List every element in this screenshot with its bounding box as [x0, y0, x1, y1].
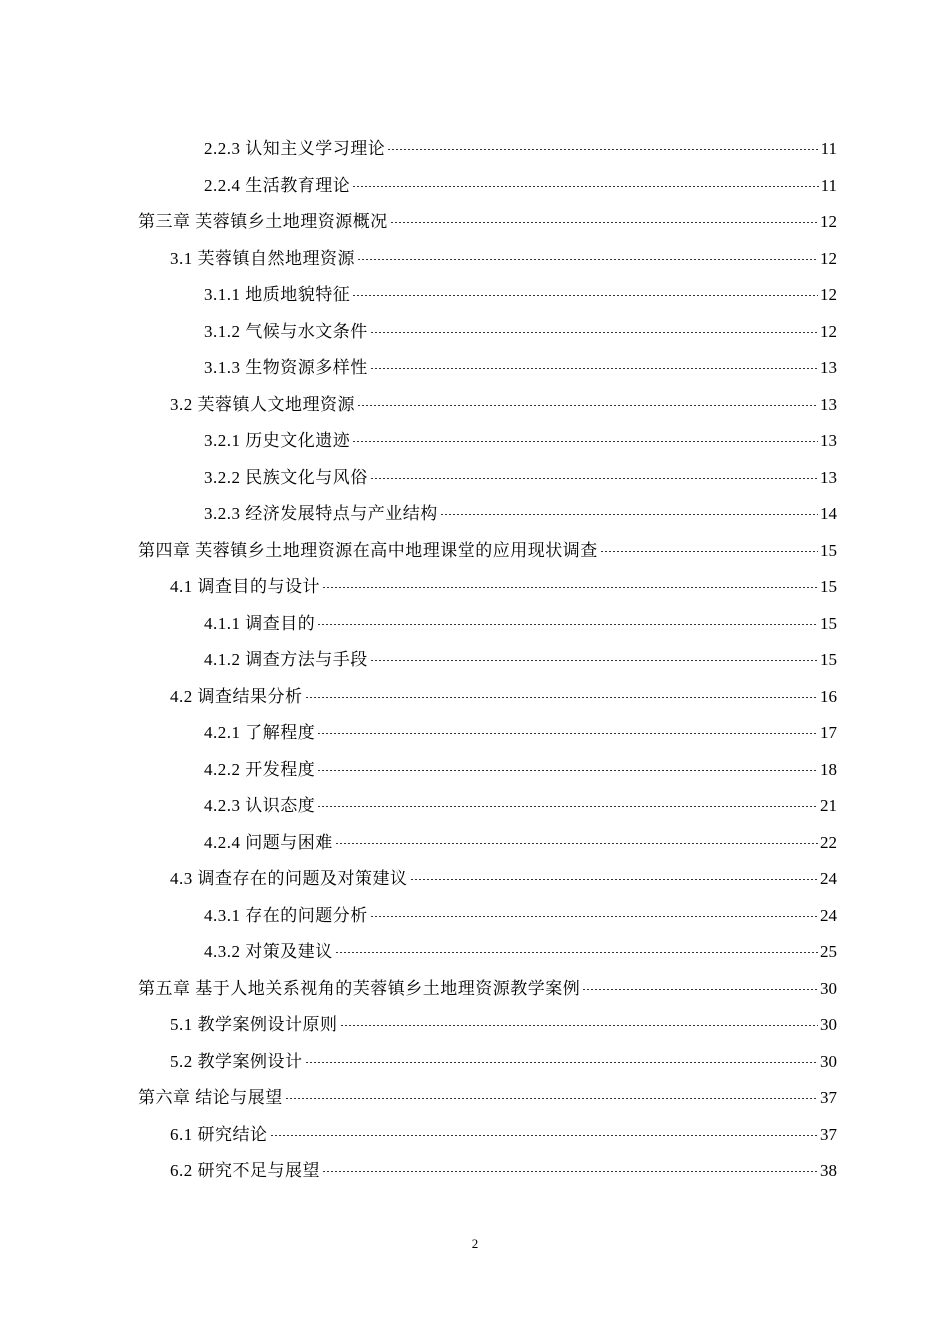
table-of-contents — [138, 131, 837, 1190]
toc-entry-page-number: 38 — [820, 1161, 837, 1180]
dot-leader — [370, 359, 818, 369]
dot-leader — [317, 761, 818, 771]
toc-entry[interactable] — [138, 533, 837, 570]
toc-entry-title: 4.3.2 对策及建议 — [204, 942, 333, 961]
dot-leader — [440, 505, 818, 515]
toc-entry[interactable] — [138, 898, 837, 935]
toc-entry[interactable] — [138, 387, 837, 424]
toc-entry-title: 4.3 调查存在的问题及对策建议 — [170, 869, 408, 888]
dot-leader — [352, 432, 818, 442]
toc-entry[interactable] — [138, 314, 837, 351]
dot-leader — [352, 286, 818, 296]
toc-entry-page-number: 13 — [820, 467, 837, 487]
toc-entry-page-number: 13 — [820, 431, 837, 450]
dot-leader — [370, 907, 818, 917]
toc-entry-title: 4.1.2 调查方法与手段 — [204, 650, 368, 669]
dot-leader — [600, 542, 818, 552]
toc-entry-page-number: 25 — [820, 942, 837, 961]
toc-entry-title: 4.1 调查目的与设计 — [170, 577, 320, 596]
toc-entry-page-number: 30 — [820, 1015, 837, 1034]
toc-entry[interactable] — [138, 642, 837, 679]
dot-leader — [322, 578, 818, 588]
dot-leader — [270, 1126, 819, 1136]
toc-entry[interactable] — [138, 1080, 837, 1117]
toc-entry-title: 4.2.1 了解程度 — [204, 723, 316, 742]
toc-entry-title: 2.2.3 认知主义学习理论 — [204, 139, 386, 158]
toc-entry-page-number: 12 — [820, 212, 837, 231]
toc-entry[interactable] — [138, 752, 837, 789]
toc-entry[interactable] — [138, 825, 837, 862]
toc-entry-page-number: 24 — [820, 869, 837, 888]
toc-entry[interactable] — [138, 277, 837, 314]
toc-entry[interactable] — [138, 606, 837, 643]
toc-entry-page-number: 13 — [820, 358, 837, 377]
toc-entry[interactable] — [138, 715, 837, 752]
toc-entry[interactable] — [138, 204, 837, 241]
dot-leader — [317, 797, 818, 807]
dot-leader — [370, 651, 818, 661]
toc-entry-title: 4.1.1 调查目的 — [204, 613, 316, 633]
toc-entry-page-number: 15 — [820, 577, 837, 596]
dot-leader — [317, 724, 818, 734]
dot-leader — [340, 1016, 819, 1026]
toc-entry-page-number: 18 — [820, 759, 837, 779]
toc-entry-page-number: 15 — [820, 650, 837, 669]
toc-entry-title: 第五章 基于人地关系视角的芙蓉镇乡土地理资源教学案例 — [138, 978, 581, 998]
dot-leader — [335, 834, 818, 844]
toc-entry-title: 第六章 结论与展望 — [138, 1088, 283, 1107]
toc-entry-title: 4.2.2 开发程度 — [204, 759, 316, 779]
dot-leader — [322, 1162, 818, 1172]
toc-entry-title: 2.2.4 生活教育理论 — [204, 175, 351, 195]
dot-leader — [582, 980, 818, 990]
toc-entry-title: 4.2.4 问题与困难 — [204, 832, 333, 852]
toc-entry[interactable] — [138, 1153, 837, 1190]
toc-entry[interactable] — [138, 496, 837, 533]
toc-entry[interactable] — [138, 168, 837, 205]
dot-leader — [410, 870, 819, 880]
dot-leader — [357, 250, 818, 260]
toc-entry-title: 3.1.1 地质地貌特征 — [204, 285, 351, 304]
toc-entry[interactable] — [138, 131, 837, 168]
toc-entry[interactable] — [138, 423, 837, 460]
toc-entry[interactable] — [138, 679, 837, 716]
toc-entry-page-number: 11 — [820, 175, 837, 195]
toc-entry-title: 3.1.3 生物资源多样性 — [204, 358, 368, 377]
toc-entry-page-number: 37 — [820, 1088, 837, 1107]
toc-entry[interactable] — [138, 788, 837, 825]
toc-entry-page-number: 15 — [820, 613, 837, 633]
toc-entry-title: 3.2 芙蓉镇人文地理资源 — [170, 394, 355, 414]
toc-entry[interactable] — [138, 1117, 837, 1154]
toc-entry-page-number: 12 — [820, 285, 837, 304]
toc-entry-page-number: 21 — [820, 796, 837, 815]
dot-leader — [370, 469, 818, 479]
dot-leader — [285, 1089, 818, 1099]
toc-entry-title: 3.2.2 民族文化与风俗 — [204, 467, 368, 487]
toc-entry-page-number: 14 — [820, 504, 837, 523]
toc-entry-page-number: 16 — [820, 686, 837, 706]
toc-entry-title: 第三章 芙蓉镇乡土地理资源概况 — [138, 212, 388, 231]
dot-leader — [335, 943, 818, 953]
toc-entry-title: 6.2 研究不足与展望 — [170, 1161, 320, 1180]
dot-leader — [387, 140, 818, 150]
toc-entry-title: 5.1 教学案例设计原则 — [170, 1015, 338, 1034]
toc-entry-page-number: 12 — [820, 248, 837, 268]
dot-leader — [370, 323, 818, 333]
dot-leader — [305, 688, 819, 698]
toc-entry[interactable] — [138, 1044, 837, 1081]
toc-entry-title: 第四章 芙蓉镇乡土地理资源在高中地理课堂的应用现状调查 — [138, 540, 598, 560]
toc-entry-title: 4.2.3 认识态度 — [204, 796, 316, 815]
toc-entry-title: 4.2 调查结果分析 — [170, 686, 303, 706]
toc-entry-page-number: 12 — [820, 321, 837, 341]
toc-entry-page-number: 15 — [820, 540, 837, 560]
toc-entry-page-number: 11 — [820, 139, 837, 158]
toc-entry-title: 4.3.1 存在的问题分析 — [204, 905, 368, 925]
toc-entry-title: 3.1 芙蓉镇自然地理资源 — [170, 248, 355, 268]
toc-entry-title: 6.1 研究结论 — [170, 1124, 268, 1144]
toc-entry[interactable] — [138, 460, 837, 497]
toc-entry-page-number: 30 — [820, 978, 837, 998]
toc-entry[interactable] — [138, 934, 837, 971]
toc-entry[interactable] — [138, 350, 837, 387]
toc-entry[interactable] — [138, 861, 837, 898]
dot-leader — [352, 177, 818, 187]
page-number: 2 — [471, 1236, 479, 1251]
toc-entry[interactable] — [138, 1007, 837, 1044]
toc-entry-title: 3.2.3 经济发展特点与产业结构 — [204, 504, 438, 523]
toc-entry-page-number: 13 — [820, 394, 837, 414]
toc-entry-title: 3.1.2 气候与水文条件 — [204, 321, 368, 341]
toc-entry-page-number: 24 — [820, 905, 837, 925]
toc-entry-title: 3.2.1 历史文化遗迹 — [204, 431, 351, 450]
dot-leader — [305, 1053, 819, 1063]
toc-entry-page-number: 30 — [820, 1051, 837, 1071]
toc-entry[interactable] — [138, 241, 837, 278]
dot-leader — [317, 615, 818, 625]
toc-entry[interactable] — [138, 971, 837, 1008]
toc-entry-page-number: 17 — [820, 723, 837, 742]
toc-entry-title: 5.2 教学案例设计 — [170, 1051, 303, 1071]
dot-leader — [357, 396, 818, 406]
dot-leader — [390, 213, 818, 223]
toc-entry-page-number: 22 — [820, 832, 837, 852]
toc-entry[interactable] — [138, 569, 837, 606]
toc-entry-page-number: 37 — [820, 1124, 837, 1144]
